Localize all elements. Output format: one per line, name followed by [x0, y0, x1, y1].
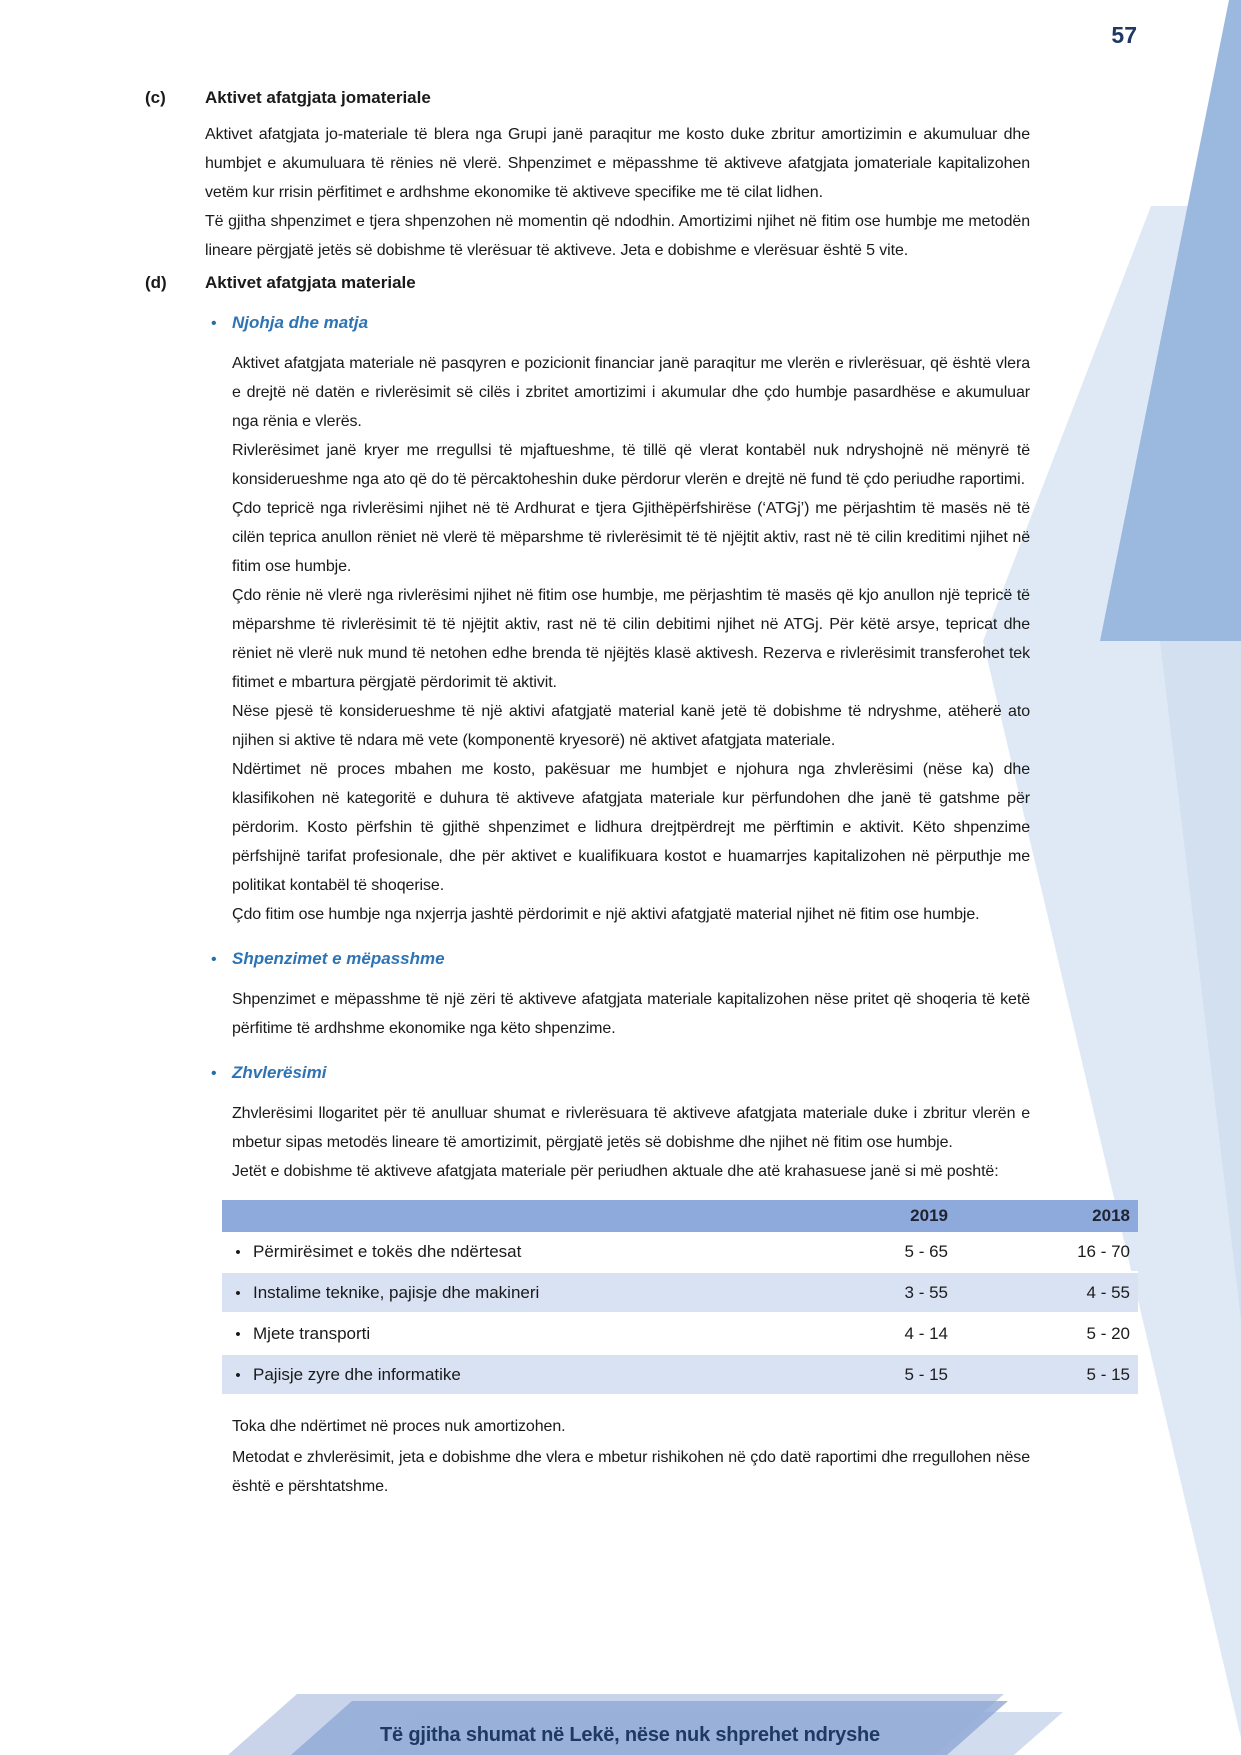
- table-cell-2019: 5 - 65: [770, 1232, 950, 1272]
- bullet-heading-zhvleresimi: [211, 1063, 1030, 1083]
- bullet-heading-label: Njohja dhe matja: [232, 313, 369, 332]
- paragraph: Rivlerësimet janë kryer me rregullsi të mjaftueshme, të tillë që vlerat kontabël nuk ndryshojnë në mënyrë të konsiderueshme nga ato që do të përcaktoheshin duke përdorur vlerën e drejtë në fund të çdo periudhe raportimi.: [232, 442, 1030, 488]
- table-row: [222, 1313, 1138, 1354]
- table-row: [222, 1272, 1138, 1313]
- bullet-heading-label: Shpenzimet e mëpasshme: [232, 949, 445, 968]
- table-header-empty: [222, 1200, 770, 1232]
- paragraph: Çdo fitim ose humbje nga nxjerrja jashtë përdorimit e një aktivi afatgjatë material njihet në fitim ose humbje.: [232, 906, 980, 923]
- table-header-2018: 2018: [950, 1200, 1138, 1232]
- section-d-title: Aktivet afatgjata materiale: [205, 273, 416, 292]
- paragraph: Zhvlerësimi llogaritet për të anulluar shumat e rivlerësuara të aktiveve afatgjata materiale duke i zbritur vlerën e mbetur sipas metodës lineare të amortizimit, përgjatë jetës së dobishme dhe njihet në fitim ose humbje.: [232, 1105, 1030, 1151]
- paragraph: Jetët e dobishme të aktiveve afatgjata materiale për periudhen aktuale dhe atë krahasuese janë si më poshtë:: [232, 1163, 999, 1180]
- table-row: [222, 1232, 1138, 1272]
- table-cell-2019: 4 - 14: [770, 1313, 950, 1354]
- table-header-row: [222, 1200, 1138, 1232]
- paragraph: Çdo rënie në vlerë nga rivlerësimi njihet në fitim ose humbje, me përjashtim të masës që kjo anullon një tepricë të mëparshme të rivlerësimit të të njëjtit aktiv, rast në të cilin debitimi njihet në ATGj. Për këtë arsye, tepricat dhe rëniet në vlerë nuk mund të netohen edhe brenda të njëjtës klasë aktivesh. Rezerva e rivlerësimit transferohet tek fitimet e mbartura përgjatë përdorimit të aktivit.: [232, 587, 1030, 691]
- paragraph: Aktivet afatgjata jo-materiale të blera nga Grupi janë paraqitur me kosto duke zbritur amortizimin e akumuluar dhe humbjet e akumuluara të rënies në vlerë. Shpenzimet e mëpasshme të aktiveve afatgjata jomateriale kapitalizohen vetëm kur rrisin përfitimet e ardhshme ekonomike të aktiveve specifike me të cilat lidhen.: [205, 126, 1030, 201]
- table-row-label: Përmirësimet e tokës dhe ndërtesat: [253, 1241, 522, 1261]
- bullet-icon: •: [211, 951, 217, 968]
- paragraph: Toka dhe ndërtimet në proces nuk amortizohen.: [232, 1418, 566, 1435]
- bullet-icon: •: [211, 1065, 217, 1082]
- bullet-heading-shpenzimet-e-mepasshme: [211, 949, 1030, 969]
- useful-lives-table: [222, 1200, 1138, 1396]
- section-c-title: Aktivet afatgjata jomateriale: [205, 88, 431, 107]
- table-cell-2019: 3 - 55: [770, 1272, 950, 1313]
- paragraph: Metodat e zhvlerësimit, jeta e dobishme dhe vlera e mbetur rishikohen në çdo datë raportimi dhe rregullohen nëse është e përshtatshme.: [232, 1449, 1030, 1495]
- paragraph: Të gjitha shpenzimet e tjera shpenzohen në momentin që ndodhin. Amortizimi njihet në fitim ose humbje me metodën lineare përgjatë jetës së dobishme të vlerësuar të aktiveve. Jeta e dobishme e vlerësuar është 5 vite.: [205, 213, 1030, 259]
- table-row: [222, 1354, 1138, 1395]
- table-row-label: Pajisje zyre dhe informatike: [253, 1364, 461, 1384]
- paragraph: Nëse pjesë të konsiderueshme të një aktivi afatgjatë material kanë jetë të dobishme të ndryshme, atëherë ato njihen si aktive të ndara më vete (komponentë kryesorë) në aktivet afatgjata materiale.: [232, 703, 1030, 749]
- table-row-label: Instalime teknike, pajisje dhe makineri: [253, 1282, 540, 1302]
- table-header-2019: 2019: [770, 1200, 950, 1232]
- paragraph: Shpenzimet e mëpasshme të një zëri të aktiveve afatgjata materiale kapitalizohen nëse pritet që shoqeria të ketë përfitime të ardhshme ekonomike nga këto shpenzime.: [232, 991, 1030, 1037]
- bullet-heading-njohja-dhe-matja: [211, 313, 1030, 333]
- bullet-icon: •: [235, 1366, 241, 1384]
- table-cell-2018: 5 - 20: [950, 1313, 1138, 1354]
- bullet-icon: •: [235, 1325, 241, 1343]
- section-d-label: (d): [145, 273, 167, 292]
- table-cell-2018: 16 - 70: [950, 1232, 1138, 1272]
- section-c-label: (c): [145, 88, 166, 107]
- bullet-icon: •: [235, 1243, 241, 1261]
- table-cell-2019: 5 - 15: [770, 1354, 950, 1395]
- page-number: 57: [1111, 22, 1137, 48]
- footer-note: Të gjitha shumat në Lekë, nëse nuk shprehet ndryshe: [380, 1724, 880, 1746]
- section-c-heading: [145, 88, 1030, 108]
- paragraph: Çdo tepricë nga rivlerësimi njihet në të Ardhurat e tjera Gjithëpërfshirëse (‘ATGj’) me përjashtim të masës në të cilën teprica anullon rëniet në vlerë të mëparshme të rivlerësimit të të njëjtit aktiv, rast në të cilin kreditimi njihet në fitim ose humbje.: [232, 500, 1030, 575]
- paragraph: Ndërtimet në proces mbahen me kosto, pakësuar me humbjet e njohura nga zhvlerësimi (nëse ka) dhe klasifikohen në kategoritë e duhura të aktiveve afatgjata materiale kur përfundohen dhe janë të gatshme për përdorim. Kosto përfshin të gjithë shpenzimet e lidhura drejtpërdrejt me përftimin e aktivit. Këto shpenzime përfshijnë tarifat profesionale, dhe për aktivet e kualifikuara kostot e huamarrjes kapitalizohen në përputhje me politikat kontabël të shoqerise.: [232, 761, 1030, 894]
- paragraph: Aktivet afatgjata materiale në pasqyren e pozicionit financiar janë paraqitur me vlerën e rivlerësuar, që është vlera e drejtë në datën e rivlerësimit së cilës i zbritet amortizimi i akumular dhe çdo humbje pasardhëse e akumuluar nga rënia e vlerës.: [232, 355, 1030, 430]
- table-row-label: Mjete transporti: [253, 1323, 371, 1343]
- bullet-heading-label: Zhvlerësimi: [232, 1063, 327, 1082]
- bullet-icon: •: [211, 315, 217, 332]
- section-d-heading: [145, 273, 1030, 293]
- bullet-icon: •: [235, 1284, 241, 1302]
- table-cell-2018: 5 - 15: [950, 1354, 1138, 1395]
- table-cell-2018: 4 - 55: [950, 1272, 1138, 1313]
